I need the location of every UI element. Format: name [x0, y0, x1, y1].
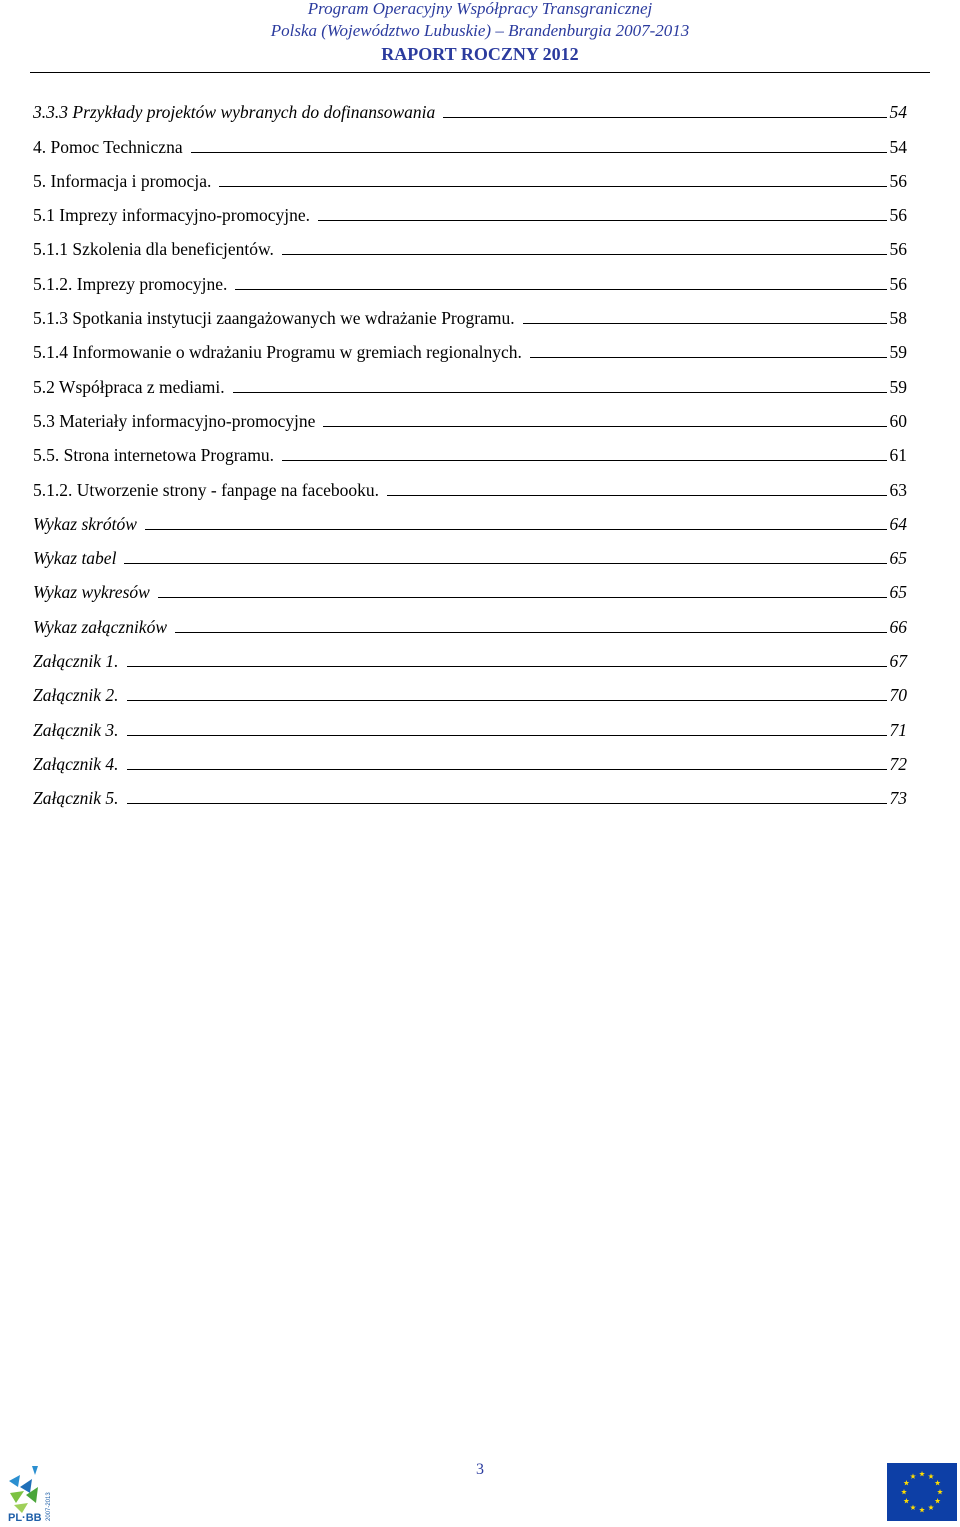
toc-entry[interactable]: [33, 671, 907, 705]
toc-entry-title: 5. Informacja i promocja.: [33, 170, 212, 191]
toc-leader-line: [191, 152, 887, 153]
plbb-logo-graphic: [9, 1466, 38, 1513]
toc-entry-title: 5.1.2. Utworzenie strony - fanpage na facebooku.: [33, 479, 379, 500]
plbb-logo: [6, 1463, 66, 1523]
toc-leader-line: [127, 700, 887, 701]
toc-leader-line: [523, 323, 887, 324]
toc-leader-line: [158, 597, 887, 598]
toc-entry[interactable]: [33, 465, 907, 499]
toc-entry-page: 65: [889, 548, 907, 569]
toc-entry[interactable]: [33, 294, 907, 328]
toc-entry[interactable]: [33, 602, 907, 636]
toc-entry-page: 56: [889, 273, 907, 294]
toc-entry-title: Załącznik 4.: [33, 753, 119, 774]
toc-entry[interactable]: [33, 225, 907, 259]
toc-entry-page: 66: [889, 616, 907, 637]
toc-entry-page: 56: [889, 239, 907, 260]
toc-leader-line: [127, 803, 887, 804]
toc-entry-page: 64: [889, 513, 907, 534]
toc-leader-line: [282, 460, 886, 461]
toc-entry-page: 54: [889, 136, 907, 157]
toc-entry-title: Załącznik 3.: [33, 719, 119, 740]
toc-entry-page: 73: [889, 788, 907, 809]
toc-entry-page: 67: [889, 651, 907, 672]
toc-leader-line: [124, 563, 886, 564]
toc-entry-title: 5.1.3 Spotkania instytucji zaangażowanych we wdrażanie Programu.: [33, 308, 515, 329]
toc-entry-title: Wykaz wykresów: [33, 582, 150, 603]
toc-entry-title: Załącznik 1.: [33, 651, 119, 672]
program-title: Program Operacyjny Współpracy Transgranicznej: [307, 0, 653, 18]
eu-flag-icon: [887, 1463, 957, 1521]
toc-entry[interactable]: [33, 705, 907, 739]
toc-entry-page: 54: [889, 102, 907, 123]
toc-entry[interactable]: [33, 191, 907, 225]
toc-leader-line: [127, 666, 887, 667]
toc-entry-title: 5.1 Imprezy informacyjno-promocyjne.: [33, 205, 310, 226]
toc-entry-page: 58: [889, 308, 907, 329]
toc-entry[interactable]: [33, 328, 907, 362]
toc-entry-page: 63: [889, 479, 907, 500]
table-of-contents: [33, 88, 907, 808]
toc-entry[interactable]: [33, 157, 907, 191]
header-divider: [30, 72, 930, 73]
toc-entry[interactable]: [33, 431, 907, 465]
plbb-logo-text: PL·BB: [8, 1512, 42, 1523]
toc-entry-title: Załącznik 5.: [33, 788, 119, 809]
toc-entry-page: 59: [889, 376, 907, 397]
toc-leader-line: [127, 769, 887, 770]
toc-leader-line: [530, 357, 887, 358]
toc-entry-page: 72: [889, 753, 907, 774]
toc-entry-page: 59: [889, 342, 907, 363]
program-region: Polska (Województwo Lubuskie) – Brandenburgia 2007-2013: [270, 21, 690, 40]
toc-entry-page: 70: [889, 685, 907, 706]
toc-entry-title: Wykaz skrótów: [33, 513, 137, 534]
page-number: 3: [476, 1461, 484, 1478]
toc-leader-line: [387, 495, 887, 496]
toc-entry[interactable]: [33, 500, 907, 534]
toc-entry-page: 65: [889, 582, 907, 603]
toc-leader-line: [127, 735, 887, 736]
toc-entry-title: 5.1.1 Szkolenia dla beneficjentów.: [33, 239, 274, 260]
toc-leader-line: [233, 392, 887, 393]
toc-entry-title: 4. Pomoc Techniczna: [33, 136, 183, 157]
report-title: RAPORT ROCZNY 2012: [381, 44, 579, 64]
toc-entry[interactable]: [33, 568, 907, 602]
toc-entry-title: 3.3.3 Przykłady projektów wybranych do dofinansowania: [33, 102, 436, 123]
toc-entry-page: 56: [889, 205, 907, 226]
toc-entry[interactable]: [33, 259, 907, 293]
toc-entry-page: 56: [889, 170, 907, 191]
toc-entry[interactable]: [33, 362, 907, 396]
page-header: [0, 0, 960, 66]
toc-leader-line: [235, 289, 886, 290]
toc-leader-line: [145, 529, 887, 530]
toc-entry-title: 5.2 Współpraca z mediami.: [33, 376, 225, 397]
toc-entry-title: 5.5. Strona internetowa Programu.: [33, 445, 275, 466]
toc-entry-page: 61: [889, 445, 907, 466]
toc-leader-line: [175, 632, 887, 633]
toc-entry[interactable]: [33, 397, 907, 431]
toc-leader-line: [219, 186, 886, 187]
toc-entry[interactable]: [33, 88, 907, 122]
toc-leader-line: [443, 117, 886, 118]
toc-entry[interactable]: [33, 774, 907, 808]
toc-entry[interactable]: [33, 534, 907, 568]
toc-entry-title: 5.3 Materiały informacyjno-promocyjne: [33, 410, 316, 431]
toc-entry[interactable]: [33, 637, 907, 671]
toc-entry[interactable]: [33, 740, 907, 774]
toc-entry-title: Wykaz tabel: [33, 548, 117, 569]
toc-leader-line: [323, 426, 886, 427]
toc-leader-line: [282, 254, 887, 255]
toc-entry-title: Załącznik 2.: [33, 685, 119, 706]
toc-entry-title: 5.1.2. Imprezy promocyjne.: [33, 273, 228, 294]
toc-leader-line: [318, 220, 887, 221]
toc-entry-title: Wykaz załączników: [33, 616, 167, 637]
toc-entry-title: 5.1.4 Informowanie o wdrażaniu Programu w gremiach regionalnych.: [33, 342, 522, 363]
toc-entry[interactable]: [33, 122, 907, 156]
toc-entry-page: 71: [889, 719, 907, 740]
svg-text:2007-2013: 2007-2013: [46, 1492, 52, 1521]
toc-entry-page: 60: [889, 410, 907, 431]
